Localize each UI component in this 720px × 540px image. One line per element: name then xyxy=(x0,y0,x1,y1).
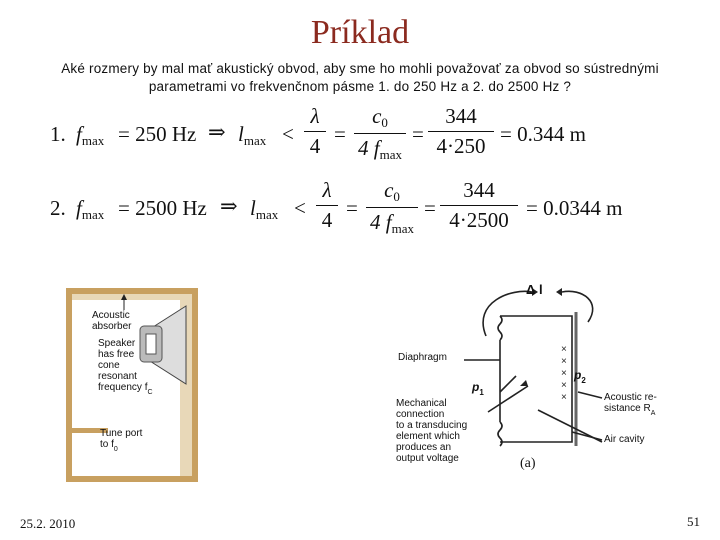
diaphragm-label: Diaphragm xyxy=(398,352,447,363)
equals: = xyxy=(412,122,424,146)
lambda-over-4: λ 4 xyxy=(304,104,326,159)
diaphragm-cavity-figure xyxy=(392,282,702,478)
l-max: $l_{max}$ xyxy=(250,196,279,222)
freq-limit: = 2500 Hz xyxy=(118,196,207,220)
acoustic-resistance-label: Acoustic re- sistance $R_A$ xyxy=(604,392,657,417)
delta-l-label: Δ l xyxy=(526,282,543,297)
numeric-fraction: 344 4·250 xyxy=(428,104,494,159)
equals: = xyxy=(334,122,346,146)
lambda-over-4: λ 4 xyxy=(316,178,338,233)
equals: = xyxy=(424,196,436,220)
l-max: $l_{max}$ xyxy=(238,122,267,148)
implies-arrow: ⇒ xyxy=(220,194,238,218)
freq-limit: = 250 Hz xyxy=(118,122,197,146)
footer-date: 25.2. 2010 xyxy=(20,516,76,531)
result: = 0.344 m xyxy=(500,122,586,146)
f-max: $f_{max}$ xyxy=(76,122,105,148)
svg-text:×: × xyxy=(561,392,567,403)
intro-text: Aké rozmery by mal mať akustický obvod, aby sme ho mohli považovať za obvod so sústrednými parametrami vo frekvenčnom pásme 1. do 250 Hz a 2. do 2500 Hz ? xyxy=(61,61,659,94)
mechanical-connection-label: Mechanical connection to a transducing element which produces an output voltage xyxy=(396,398,468,464)
p2-label: $p_2$ xyxy=(574,368,586,385)
result: = 0.0344 m xyxy=(526,196,623,220)
equation-index: 1. xyxy=(50,122,66,146)
p1-label: $p_1$ xyxy=(472,380,484,397)
slide-title: Príklad xyxy=(310,14,410,51)
less-than: < xyxy=(282,122,294,146)
svg-text:×: × xyxy=(561,344,567,355)
acoustic-absorber-label: Acoustic absorber xyxy=(92,310,132,332)
c0-over-4fmax: $c_0$ 4 $f_{max}$ xyxy=(354,104,406,163)
page-number: 51 xyxy=(687,514,700,529)
speaker-enclosure-figure xyxy=(64,286,200,484)
less-than: < xyxy=(294,196,306,220)
f-max: $f_{max}$ xyxy=(76,196,105,222)
c0-over-4fmax: $c_0$ 4 $f_{max}$ xyxy=(366,178,418,237)
equation-index: 2. xyxy=(50,196,66,220)
figure-caption: (a) xyxy=(520,456,536,471)
equals: = xyxy=(346,196,358,220)
speaker-label: Speaker has free cone resonant frequency $f_C$ xyxy=(98,338,153,396)
tune-port-label: Tune port to $f_0$ xyxy=(100,428,143,453)
svg-text:×: × xyxy=(561,356,567,367)
numeric-fraction: 344 4·2500 xyxy=(440,178,518,233)
svg-text:×: × xyxy=(561,368,567,379)
svg-text:×: × xyxy=(561,380,567,391)
implies-arrow: ⇒ xyxy=(208,120,226,144)
air-cavity-label: Air cavity xyxy=(604,434,645,445)
